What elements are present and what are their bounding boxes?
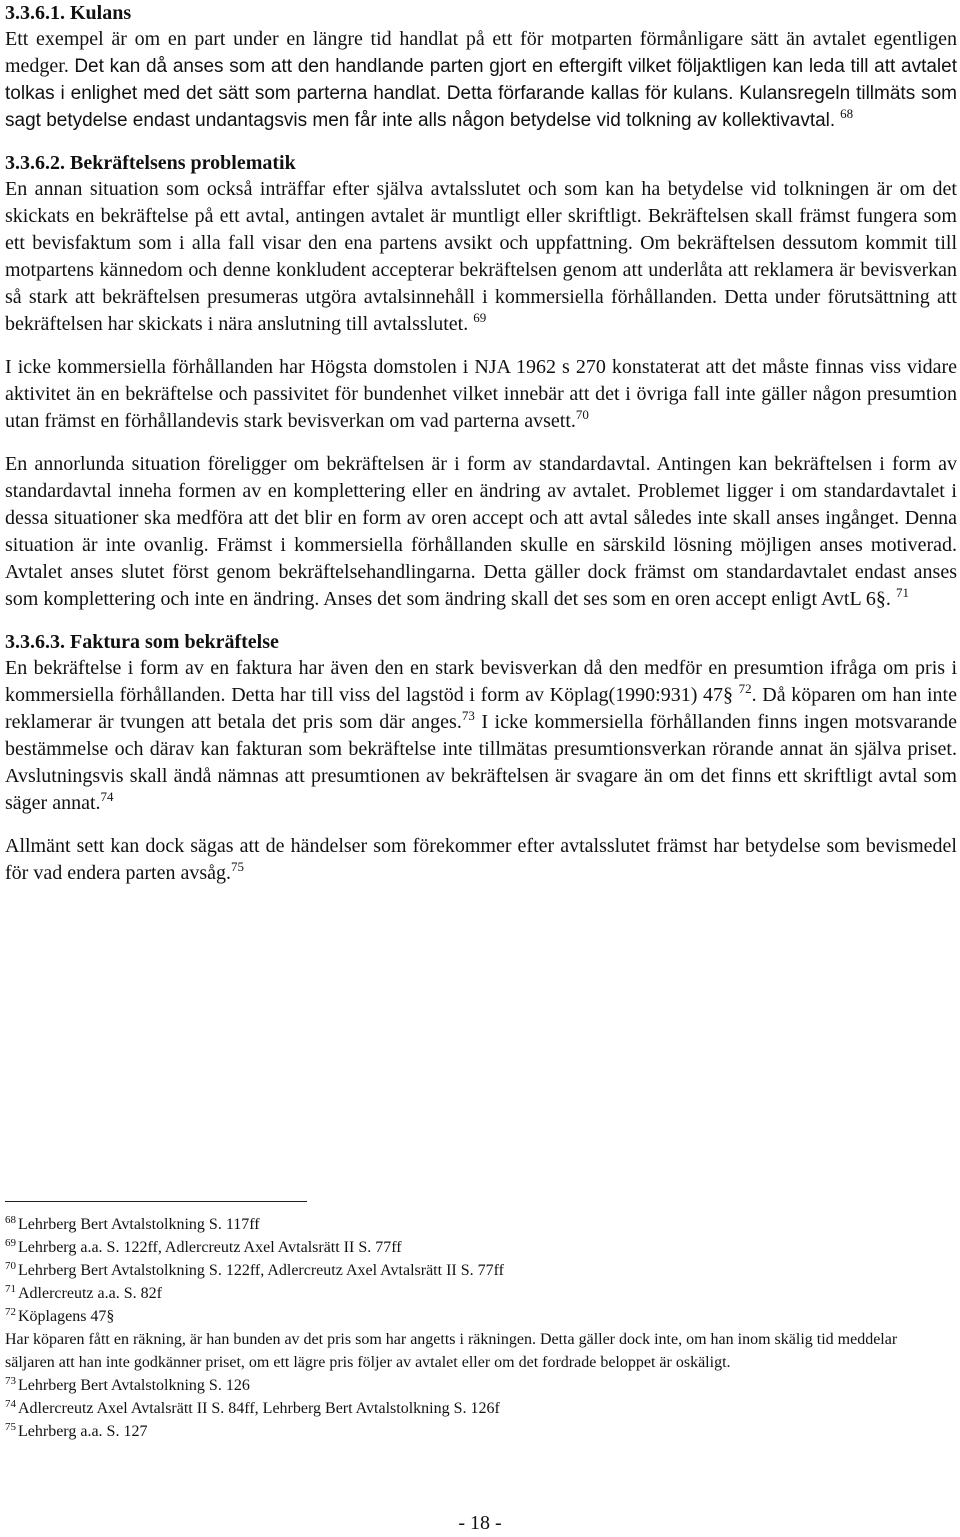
footnote-text: Lehrberg Bert Avtalstolkning S. 122ff, Adlercreutz Axel Avtalsrätt II S. 77ff [18,1262,504,1279]
footnote-number: 73 [5,1375,16,1387]
section-heading-bekraftelse: 3.3.6.2. Bekräftelsens problematik [5,152,296,174]
footnote-72-note: Har köparen fått en räkning, är han bunden av det pris som har angetts i räkningen. Detta gäller dock inte, om han inom skälig tid meddelar säljaren att han inte godkänner priset, om ett lägre pris följer av avtalet eller om det fordrade beloppet är oskäligt. [5,1331,898,1371]
footnote-number: 70 [5,1260,16,1272]
kulans-text-sans: Det kan då anses som att den handlande parten gjort en eftergift vilket följaktligen kan leda till att avtalet tolkas i enlighet med det sätt som parterna handlat. Detta förfarande kallas för kulans. Kulansregeln tillmäts som sagt betydelse endast undantagsvis men får inte alls någon betydelse vid tolkning av kollektivavtal. [5,56,957,131]
footnote-number: 74 [5,1398,16,1410]
footnote-ref-72[interactable]: 72 [738,681,752,696]
footnote-69 [5,1236,950,1259]
bekraftelse-text-1: En annan situation som också inträffar efter själva avtalsslutet och som kan ha betydelse vid tolkningen är om det skickats en bekräftelse på ett avtal, antingen avtalet är muntligt eller skriftligt. Bekräftelsen skall främst fungera som ett bevisfaktum som i alla fall visar den ena partens avsikt och uppfattning. Om bekräftelsen dessutom kommit till motpartens kännedom och denne konkludent accepterar bekräftelsen genom att underlåta att reklamera är bevisverkan så stark att bekräftelsen presumeras utgöra avtalsinnehåll i kommersiella förhållanden. Detta under förutsättning att bekräftelsen har skickats i nära anslutning till avtalsslutet. [5,178,957,335]
footnotes [5,1213,950,1443]
footnote-text: Lehrberg Bert Avtalstolkning S. 126 [18,1377,250,1394]
footnote-ref-71[interactable]: 71 [895,585,909,600]
faktura-text-2: Allmänt sett kan dock sägas att de händelser som förekommer efter avtalsslutet främst har betydelse som bevismedel för vad endera parten avsåg. [5,835,957,884]
footnote-text: Lehrberg Bert Avtalstolkning S. 117ff [18,1216,260,1233]
footnote-number: 71 [5,1283,16,1295]
footnote-70 [5,1259,950,1282]
footnote-number: 69 [5,1237,16,1249]
faktura-paragraph-2 [5,833,957,887]
faktura-text-b: . Då köparen om han inte reklamerar är tvungen att betala det pris som där anges. [5,684,957,733]
footnote-74 [5,1397,950,1420]
bekraftelse-text-2: I icke kommersiella förhållanden har Högsta domstolen i NJA 1962 s 270 konstaterat att det måste finnas viss vidare aktivitet än en bekräftelse och passivitet för bundenhet vilket innebär att det i övriga fall inte gäller någon presumtion utan främst en förhållandevis stark bevisverkan om vad parterna avsett. [5,356,957,432]
footnote-ref-69[interactable]: 69 [473,310,487,325]
bekraftelse-text-3: En annorlunda situation föreligger om bekräftelsen är i form av standardavtal. Antingen kan bekräftelsen i form av standardavtal inneha formen av en komplettering eller en ändring av avtalet. Problemet ligger i om standardavtalet i dessa situationer ska medföra att det blir en form av oren accept och att avtal således inte skall anses ingånget. Denna situation är inte ovanlig. Främst i kommersiella förhållanden skulle en särskild lösning möjligen anses motiverad. Avtalet anses slutet först genom bekräftelsehandlingarna. Detta gäller dock främst om standardavtalet endast anses som komplettering och inte en ändring. Anses det som ändring skall det ses som en oren accept enligt AvtL 6§. [5,453,957,610]
footnote-number: 68 [5,1214,16,1226]
footnote-text: Köplagens 47§ [18,1308,115,1325]
footnote-text: Lehrberg a.a. S. 122ff, Adlercreutz Axel Avtalsrätt II S. 77ff [18,1239,402,1256]
section-heading-kulans: 3.3.6.1. Kulans [5,2,132,24]
footnote-number: 75 [5,1421,16,1433]
footnote-71 [5,1282,950,1305]
footnote-ref-70[interactable]: 70 [575,407,589,422]
footnote-ref-74[interactable]: 74 [100,789,114,804]
document-page [5,0,957,887]
bekraftelse-paragraph-1 [5,176,957,338]
footnote-number: 72 [5,1306,16,1318]
footnote-75 [5,1420,950,1443]
section-heading-faktura: 3.3.6.3. Faktura som bekräftelse [5,631,279,653]
footnote-text: Adlercreutz Axel Avtalsrätt II S. 84ff, Lehrberg Bert Avtalstolkning S. 126f [18,1400,500,1417]
page-number: - 18 - [458,1512,502,1534]
footnote-ref-73[interactable]: 73 [461,708,475,723]
footnote-separator [5,1201,307,1202]
bekraftelse-paragraph-3 [5,451,957,613]
bekraftelse-paragraph-2 [5,354,957,435]
faktura-paragraph-1 [5,655,957,817]
faktura-text-a: En bekräftelse i form av en faktura har även den en stark bevisverkan då den medför en presumtion ifråga om pris i kommersiella förhållanden. Detta har till viss del lagstöd i form av Köplag(1990:931) 47§ [5,657,957,706]
kulans-text-serif: Ett exempel är om en part under en längre tid handlat på ett för motparten förmånligare sätt än avtalet egentligen medger. [5,28,957,77]
footnote-72 [5,1305,950,1328]
footnote-text: Lehrberg a.a. S. 127 [18,1423,148,1440]
footnote-ref-68[interactable]: 68 [840,106,854,121]
footnote-ref-75[interactable]: 75 [231,859,244,874]
footnote-text: Adlercreutz a.a. S. 82f [18,1285,162,1302]
kulans-paragraph [5,26,957,134]
footnote-68 [5,1213,950,1236]
faktura-text-c: I icke kommersiella förhållanden finns ingen motsvarande bestämmelse och därav kan fakturan som bekräftelse inte tillmätas presumtionsverkan rörande annat än själva priset. Avslutningsvis skall ändå nämnas att presumtionen av bekräftelsen är svagare än om det finns ett skriftligt avtal som säger annat. [5,711,958,814]
footnote-73 [5,1374,950,1397]
